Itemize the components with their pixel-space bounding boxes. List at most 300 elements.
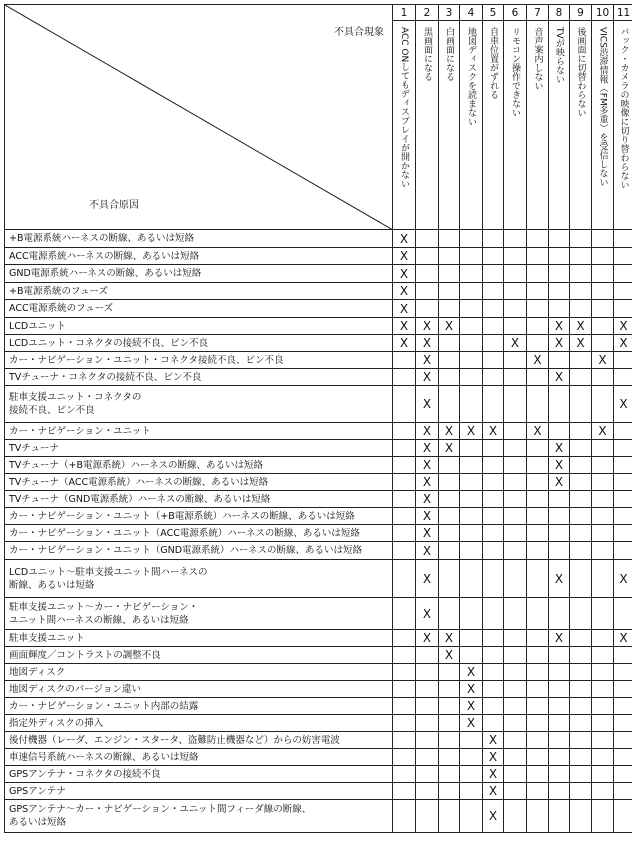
table-row — [5, 766, 632, 783]
empty-cell — [504, 732, 527, 749]
cause-cell: TVチューナ・コネクタの接続不良、ピン不良 — [5, 369, 393, 386]
cause-cell: カー・ナビゲーション・ユニット — [5, 423, 393, 440]
empty-cell — [439, 369, 460, 386]
mark-cell: X — [614, 560, 632, 598]
empty-cell — [416, 766, 439, 783]
symptom-header — [504, 21, 527, 230]
empty-cell — [416, 647, 439, 664]
empty-cell — [549, 265, 570, 283]
empty-cell — [393, 715, 416, 732]
mark-cell: X — [416, 474, 439, 491]
empty-cell — [549, 248, 570, 265]
mark-cell: X — [527, 423, 549, 440]
cause-cell: 駐車支援ユニット〜カー・ナビゲーション・ ユニット間ハーネスの断線、あるいは短絡 — [5, 598, 393, 630]
empty-cell — [592, 598, 614, 630]
mark-cell: X — [439, 440, 460, 457]
empty-cell — [570, 647, 592, 664]
empty-cell — [504, 283, 527, 300]
empty-cell — [504, 783, 527, 800]
empty-cell — [460, 335, 483, 352]
empty-cell — [592, 560, 614, 598]
symptom-number: 1 — [393, 5, 416, 21]
empty-cell — [483, 265, 504, 283]
table-row — [5, 423, 632, 440]
mark-cell: X — [393, 335, 416, 352]
mark-cell: X — [439, 423, 460, 440]
empty-cell — [460, 300, 483, 318]
empty-cell — [460, 598, 483, 630]
empty-cell — [614, 491, 632, 508]
symptom-label: 音声案内しない — [532, 27, 543, 90]
symptom-number: 7 — [527, 5, 549, 21]
empty-cell — [570, 749, 592, 766]
empty-cell — [570, 783, 592, 800]
empty-cell — [570, 630, 592, 647]
empty-cell — [570, 386, 592, 423]
empty-cell — [439, 335, 460, 352]
empty-cell — [570, 230, 592, 248]
empty-cell — [570, 766, 592, 783]
empty-cell — [483, 681, 504, 698]
symptom-header — [416, 21, 439, 230]
empty-cell — [614, 698, 632, 715]
mark-cell: X — [460, 423, 483, 440]
empty-cell — [614, 440, 632, 457]
symptom-header — [439, 21, 460, 230]
cause-cell: 指定外ディスクの挿入 — [5, 715, 393, 732]
mark-cell: X — [393, 230, 416, 248]
empty-cell — [460, 491, 483, 508]
mark-cell: X — [416, 352, 439, 369]
mark-cell: X — [460, 664, 483, 681]
empty-cell — [527, 560, 549, 598]
cause-cell: カー・ナビゲーション・ユニット（ACC電源系統）ハーネスの断線、あるいは短絡 — [5, 525, 393, 542]
empty-cell — [439, 230, 460, 248]
empty-cell — [504, 598, 527, 630]
empty-cell — [570, 508, 592, 525]
empty-cell — [527, 698, 549, 715]
empty-cell — [460, 318, 483, 335]
empty-cell — [439, 474, 460, 491]
cause-cell: 駐車支援ユニット・コネクタの 接続不良、ピン不良 — [5, 386, 393, 423]
empty-cell — [527, 230, 549, 248]
empty-cell — [460, 474, 483, 491]
table-row — [5, 352, 632, 369]
empty-cell — [614, 598, 632, 630]
mark-cell: X — [416, 335, 439, 352]
empty-cell — [527, 766, 549, 783]
table-row — [5, 732, 632, 749]
empty-cell — [393, 542, 416, 560]
empty-cell — [614, 800, 632, 833]
empty-cell — [460, 525, 483, 542]
empty-cell — [592, 283, 614, 300]
empty-cell — [416, 800, 439, 833]
table-row — [5, 800, 632, 833]
empty-cell — [504, 457, 527, 474]
empty-cell — [527, 664, 549, 681]
empty-cell — [416, 300, 439, 318]
empty-cell — [592, 766, 614, 783]
symptom-number: 6 — [504, 5, 527, 21]
empty-cell — [460, 647, 483, 664]
cause-cell: TVチューナ（GND電源系統）ハーネスの断線、あるいは短絡 — [5, 491, 393, 508]
table-row — [5, 440, 632, 457]
empty-cell — [549, 664, 570, 681]
symptom-header — [549, 21, 570, 230]
empty-cell — [549, 715, 570, 732]
table-row — [5, 474, 632, 491]
empty-cell — [393, 630, 416, 647]
symptom-number: 3 — [439, 5, 460, 21]
empty-cell — [592, 318, 614, 335]
table-row — [5, 300, 632, 318]
cause-cell: GPSアンテナ・コネクタの接続不良 — [5, 766, 393, 783]
empty-cell — [439, 783, 460, 800]
empty-cell — [393, 647, 416, 664]
empty-cell — [570, 283, 592, 300]
empty-cell — [614, 265, 632, 283]
mark-cell: X — [393, 283, 416, 300]
mark-cell: X — [549, 457, 570, 474]
symptom-label: TVが映らない — [554, 27, 564, 84]
table-row — [5, 698, 632, 715]
empty-cell — [592, 647, 614, 664]
empty-cell — [527, 525, 549, 542]
table-row — [5, 265, 632, 283]
empty-cell — [527, 369, 549, 386]
empty-cell — [460, 352, 483, 369]
empty-cell — [460, 248, 483, 265]
empty-cell — [439, 508, 460, 525]
empty-cell — [614, 300, 632, 318]
empty-cell — [416, 248, 439, 265]
mark-cell: X — [614, 318, 632, 335]
empty-cell — [504, 698, 527, 715]
empty-cell — [460, 265, 483, 283]
empty-cell — [483, 335, 504, 352]
empty-cell — [614, 369, 632, 386]
empty-cell — [527, 300, 549, 318]
table-row — [5, 335, 632, 352]
mark-cell: X — [614, 630, 632, 647]
empty-cell — [460, 230, 483, 248]
cause-cell: カー・ナビゲーション・ユニット・コネクタ接続不良、ピン不良 — [5, 352, 393, 369]
empty-cell — [570, 369, 592, 386]
empty-cell — [504, 300, 527, 318]
empty-cell — [504, 681, 527, 698]
mark-cell: X — [416, 525, 439, 542]
empty-cell — [460, 800, 483, 833]
empty-cell — [393, 800, 416, 833]
mark-cell: X — [549, 560, 570, 598]
empty-cell — [439, 732, 460, 749]
empty-cell — [614, 230, 632, 248]
table-row — [5, 681, 632, 698]
symptom-label: 地図ディスクを読まない — [466, 27, 476, 126]
table-row — [5, 283, 632, 300]
empty-cell — [570, 681, 592, 698]
empty-cell — [439, 800, 460, 833]
empty-cell — [504, 542, 527, 560]
empty-cell — [592, 265, 614, 283]
mark-cell: X — [570, 335, 592, 352]
table-row — [5, 749, 632, 766]
empty-cell — [549, 732, 570, 749]
mark-cell: X — [549, 440, 570, 457]
empty-cell — [570, 715, 592, 732]
mark-cell: X — [549, 474, 570, 491]
empty-cell — [393, 491, 416, 508]
empty-cell — [483, 283, 504, 300]
symptom-axis-label: 不具合現象 — [334, 27, 384, 38]
empty-cell — [504, 386, 527, 423]
empty-cell — [460, 542, 483, 560]
empty-cell — [483, 508, 504, 525]
empty-cell — [439, 386, 460, 423]
empty-cell — [592, 440, 614, 457]
symptom-label: 後画面に切替わらない — [575, 27, 586, 117]
empty-cell — [504, 440, 527, 457]
empty-cell — [416, 681, 439, 698]
cause-cell: TVチューナ（+B電源系統）ハーネスの断線、あるいは短絡 — [5, 457, 393, 474]
table-row — [5, 457, 632, 474]
empty-cell — [393, 560, 416, 598]
cause-cell: GPSアンテナ — [5, 783, 393, 800]
symptom-header — [592, 21, 614, 230]
empty-cell — [504, 525, 527, 542]
mark-cell: X — [504, 335, 527, 352]
empty-cell — [483, 248, 504, 265]
empty-cell — [393, 598, 416, 630]
symptom-label: 自車位置がずれる — [488, 27, 498, 99]
mark-cell: X — [416, 440, 439, 457]
empty-cell — [393, 525, 416, 542]
empty-cell — [570, 598, 592, 630]
mark-cell: X — [483, 783, 504, 800]
empty-cell — [439, 715, 460, 732]
empty-cell — [614, 457, 632, 474]
cause-cell: 後付機器（レーダ、エンジン・スタータ、盗難防止機器など）からの妨害電波 — [5, 732, 393, 749]
empty-cell — [483, 598, 504, 630]
mark-cell: X — [549, 318, 570, 335]
cause-symptom-table — [4, 4, 632, 833]
empty-cell — [504, 265, 527, 283]
mark-cell: X — [592, 423, 614, 440]
empty-cell — [549, 230, 570, 248]
symptom-number: 10 — [592, 5, 614, 21]
mark-cell: X — [483, 800, 504, 833]
empty-cell — [416, 230, 439, 248]
empty-cell — [393, 508, 416, 525]
empty-cell — [393, 440, 416, 457]
empty-cell — [393, 369, 416, 386]
empty-cell — [614, 508, 632, 525]
empty-cell — [416, 265, 439, 283]
empty-cell — [549, 491, 570, 508]
empty-cell — [570, 440, 592, 457]
empty-cell — [614, 525, 632, 542]
empty-cell — [592, 386, 614, 423]
empty-cell — [570, 423, 592, 440]
mark-cell: X — [460, 681, 483, 698]
empty-cell — [570, 525, 592, 542]
empty-cell — [393, 457, 416, 474]
empty-cell — [460, 369, 483, 386]
mark-cell: X — [549, 630, 570, 647]
symptom-header — [393, 21, 416, 230]
symptom-header — [527, 21, 549, 230]
empty-cell — [439, 560, 460, 598]
empty-cell — [460, 783, 483, 800]
empty-cell — [439, 598, 460, 630]
empty-cell — [504, 248, 527, 265]
empty-cell — [570, 457, 592, 474]
empty-cell — [460, 283, 483, 300]
empty-cell — [460, 766, 483, 783]
empty-cell — [527, 749, 549, 766]
mark-cell: X — [460, 698, 483, 715]
empty-cell — [592, 630, 614, 647]
empty-cell — [460, 732, 483, 749]
empty-cell — [393, 732, 416, 749]
mark-cell: X — [416, 630, 439, 647]
empty-cell — [614, 681, 632, 698]
mark-cell: X — [439, 630, 460, 647]
empty-cell — [527, 474, 549, 491]
empty-cell — [504, 715, 527, 732]
mark-cell: X — [483, 423, 504, 440]
mark-cell: X — [416, 542, 439, 560]
empty-cell — [439, 681, 460, 698]
empty-cell — [592, 542, 614, 560]
cause-cell: LCDユニット — [5, 318, 393, 335]
empty-cell — [549, 698, 570, 715]
empty-cell — [614, 664, 632, 681]
empty-cell — [504, 318, 527, 335]
mark-cell: X — [439, 647, 460, 664]
empty-cell — [570, 664, 592, 681]
cause-cell: LCDユニット〜駐車支援ユニット間ハーネスの 断線、あるいは短絡 — [5, 560, 393, 598]
empty-cell — [570, 560, 592, 598]
empty-cell — [570, 732, 592, 749]
symptom-number: 2 — [416, 5, 439, 21]
empty-cell — [527, 715, 549, 732]
cause-cell: ACC電源系統のフューズ — [5, 300, 393, 318]
empty-cell — [483, 474, 504, 491]
cause-cell: GPSアンテナ〜カー・ナビゲーション・ユニット間フィーダ線の断線、 あるいは短絡 — [5, 800, 393, 833]
empty-cell — [527, 681, 549, 698]
empty-cell — [527, 248, 549, 265]
empty-cell — [570, 491, 592, 508]
cause-cell: カー・ナビゲーション・ユニット（GND電源系統）ハーネスの断線、あるいは短絡 — [5, 542, 393, 560]
empty-cell — [614, 542, 632, 560]
empty-cell — [483, 318, 504, 335]
empty-cell — [483, 369, 504, 386]
mark-cell: X — [614, 335, 632, 352]
cause-cell: LCDユニット・コネクタの接続不良、ピン不良 — [5, 335, 393, 352]
empty-cell — [527, 318, 549, 335]
empty-cell — [439, 491, 460, 508]
empty-cell — [614, 732, 632, 749]
empty-cell — [483, 647, 504, 664]
cause-cell: 駐車支援ユニット — [5, 630, 393, 647]
mark-cell: X — [416, 598, 439, 630]
cause-cell: カー・ナビゲーション・ユニット内部の結露 — [5, 698, 393, 715]
mark-cell: X — [483, 766, 504, 783]
table-row — [5, 525, 632, 542]
symptom-header — [614, 21, 632, 230]
empty-cell — [504, 352, 527, 369]
empty-cell — [592, 248, 614, 265]
empty-cell — [393, 352, 416, 369]
mark-cell: X — [439, 318, 460, 335]
table-row — [5, 369, 632, 386]
empty-cell — [483, 525, 504, 542]
empty-cell — [439, 698, 460, 715]
empty-cell — [592, 230, 614, 248]
empty-cell — [527, 630, 549, 647]
cause-cell: ACC電源系統ハーネスの断線、あるいは短絡 — [5, 248, 393, 265]
empty-cell — [393, 681, 416, 698]
empty-cell — [439, 457, 460, 474]
symptom-header — [460, 21, 483, 230]
symptom-header — [570, 21, 592, 230]
empty-cell — [527, 800, 549, 833]
empty-cell — [614, 283, 632, 300]
empty-cell — [483, 457, 504, 474]
empty-cell — [527, 783, 549, 800]
table-row — [5, 248, 632, 265]
empty-cell — [460, 630, 483, 647]
table-row — [5, 647, 632, 664]
empty-cell — [483, 715, 504, 732]
empty-cell — [527, 440, 549, 457]
empty-cell — [504, 474, 527, 491]
empty-cell — [416, 749, 439, 766]
empty-cell — [549, 386, 570, 423]
empty-cell — [504, 647, 527, 664]
symptom-label: バック・カメラの映像に切り替わらない — [618, 27, 629, 189]
empty-cell — [614, 783, 632, 800]
empty-cell — [483, 352, 504, 369]
empty-cell — [549, 800, 570, 833]
mark-cell: X — [393, 265, 416, 283]
empty-cell — [416, 664, 439, 681]
empty-cell — [592, 732, 614, 749]
empty-cell — [504, 749, 527, 766]
empty-cell — [527, 335, 549, 352]
empty-cell — [549, 647, 570, 664]
empty-cell — [549, 283, 570, 300]
empty-cell — [527, 283, 549, 300]
empty-cell — [483, 542, 504, 560]
empty-cell — [439, 248, 460, 265]
mark-cell: X — [483, 749, 504, 766]
empty-cell — [504, 630, 527, 647]
empty-cell — [460, 386, 483, 423]
empty-cell — [504, 560, 527, 598]
mark-cell: X — [416, 318, 439, 335]
empty-cell — [504, 230, 527, 248]
empty-cell — [592, 300, 614, 318]
empty-cell — [439, 265, 460, 283]
empty-cell — [439, 766, 460, 783]
empty-cell — [504, 423, 527, 440]
table-row — [5, 664, 632, 681]
table-row — [5, 598, 632, 630]
empty-cell — [570, 265, 592, 283]
